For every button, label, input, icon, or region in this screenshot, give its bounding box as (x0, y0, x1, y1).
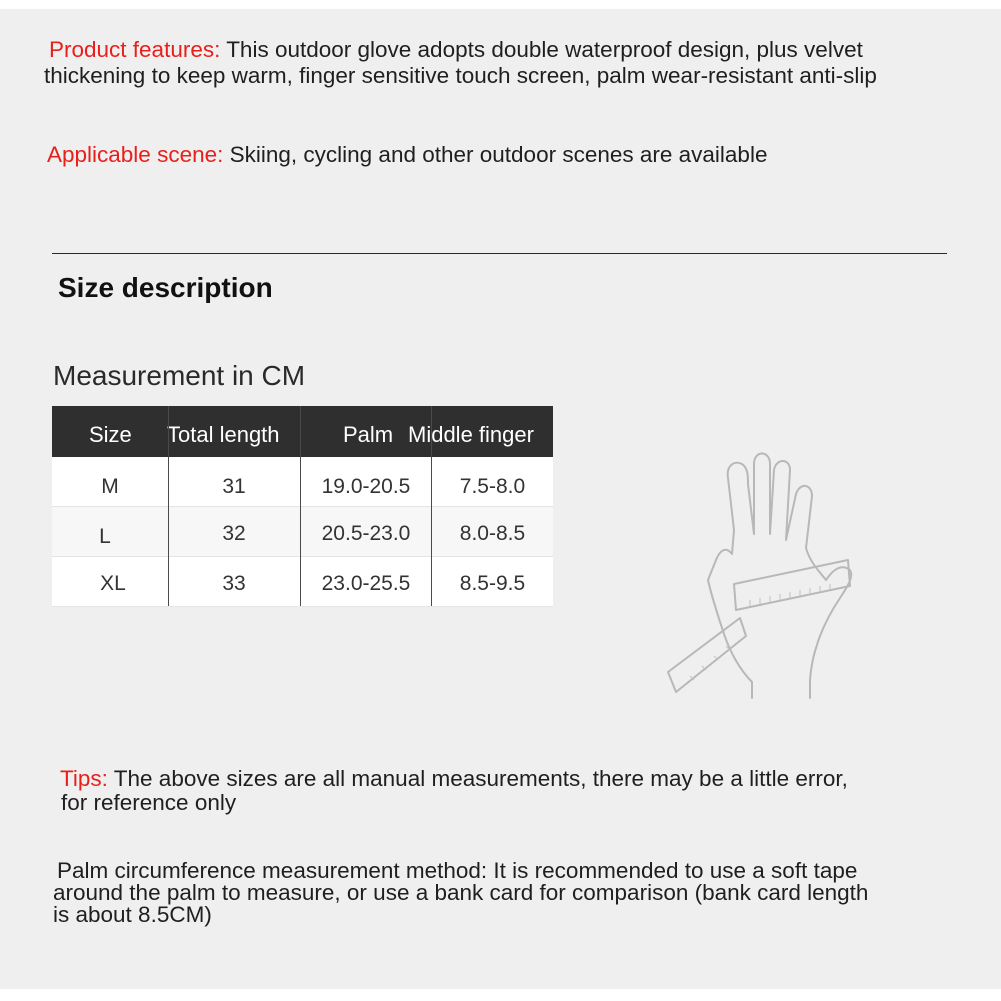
product-features-text-1: This outdoor glove adopts double waterproof design, plus velvet (220, 37, 863, 62)
tips-line-1 (60, 767, 848, 791)
header-palm: Palm (343, 422, 394, 447)
palm-method-line-1: Palm circumference measurement method: It is recommended to use a soft tape (57, 858, 858, 883)
table-row (52, 457, 553, 507)
product-features-label: Product features: (49, 37, 221, 62)
column-divider (300, 406, 301, 606)
column-divider (431, 406, 432, 606)
header-size: Size (89, 422, 132, 447)
cell-middle-finger: 8.0-8.5 (459, 522, 526, 545)
cell-palm: 20.5-23.0 (321, 522, 411, 545)
cell-total-length: 33 (222, 572, 246, 595)
header-middle-finger: Middle finger (408, 422, 534, 447)
cell-total-length: 32 (222, 522, 246, 545)
section-divider (52, 253, 947, 254)
cell-size: XL (100, 572, 126, 595)
tips-label: Tips: (60, 766, 108, 791)
applicable-scene-label: Applicable scene: (47, 142, 224, 167)
cell-palm: 23.0-25.5 (321, 572, 411, 595)
size-description-heading: Size description (58, 272, 273, 303)
hand-measuring-tape-icon (660, 430, 860, 710)
table-row (52, 507, 553, 557)
palm-method-line-2: around the palm to measure, or use a bank card for comparison (bank card length (53, 880, 869, 905)
cell-middle-finger: 8.5-9.5 (459, 572, 526, 595)
cell-palm: 19.0-20.5 (321, 475, 411, 498)
cell-size: M (101, 475, 119, 498)
table-row (52, 557, 553, 607)
applicable-scene (47, 143, 767, 167)
tips-line-2: for reference only (61, 790, 237, 815)
cell-middle-finger: 7.5-8.0 (459, 475, 526, 498)
product-features-line-1 (49, 38, 863, 62)
size-table-header (52, 406, 553, 457)
product-features-line-2: thickening to keep warm, finger sensitive touch screen, palm wear-resistant anti-slip (44, 63, 877, 88)
cell-size: L (99, 525, 111, 548)
applicable-scene-text: Skiing, cycling and other outdoor scenes are available (223, 142, 768, 167)
column-divider (168, 406, 169, 606)
header-total-length: Total length (167, 422, 280, 447)
tips-text-1: The above sizes are all manual measurements, there may be a little error, (107, 766, 848, 791)
size-table (52, 406, 553, 607)
palm-method-line-3: is about 8.5CM) (53, 902, 212, 927)
cell-total-length: 31 (222, 475, 246, 498)
measurement-unit-title: Measurement in CM (53, 360, 306, 391)
